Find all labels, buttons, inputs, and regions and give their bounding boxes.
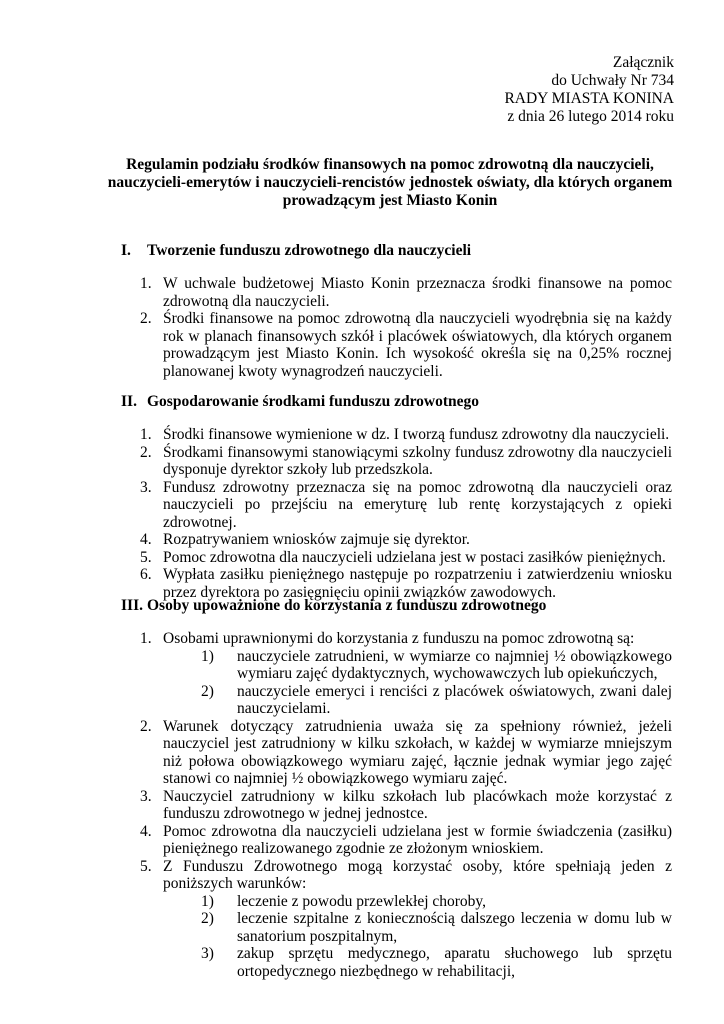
sub-list [163, 648, 672, 718]
section-title: Osoby upoważnione do korzystania z funduszu zdrowotnego [147, 597, 547, 614]
sub-item-number: 3) [201, 945, 214, 962]
sub-item-text: zakup sprzętu medycznego, aparatu słuchowego lub sprzętu ortopedycznego niezbędnego w rehabilitacji, [237, 945, 672, 980]
item-number: 3. [140, 787, 152, 805]
item-number: 1. [140, 630, 152, 647]
list-item [0, 566, 672, 601]
item-text: Nauczyciel zatrudniony w kilku szkołach lub placówkach może korzystać z funduszu zdrowotnego w jednej jednostce. [163, 787, 672, 822]
sub-list [163, 893, 672, 981]
item-number: 1. [140, 426, 152, 443]
sub-list-item [201, 648, 672, 683]
item-text: Wypłata zasiłku pieniężnego następuje po rozpatrzeniu i zatwierdzeniu wniosku przez dyrektora po zasięgnięciu opinii związków zawodowych. [163, 566, 672, 601]
item-number: 6. [140, 566, 152, 583]
section-heading-1 [121, 242, 471, 260]
section-number: I. [121, 242, 131, 259]
section-title: Tworzenie funduszu zdrowotnego dla nauczycieli [147, 242, 472, 259]
list-item [0, 310, 672, 380]
list-item [0, 426, 672, 444]
item-number: 4. [140, 531, 152, 548]
item-text: Środki finansowe na pomoc zdrowotną dla nauczycieli wyodrębnia się na każdy rok w planach finansowych szkół i placówek oświatowych, dla których organem prowadzącym jest Miasto Konin. Ich wysokość określa się na 0,25% rocznej planowanej kwoty wynagrodzeń nauczycieli. [163, 310, 672, 380]
sub-list-item [201, 945, 672, 980]
header-line-3: RADY MIASTA KONINA [504, 90, 674, 107]
sub-item-text: leczenie z powodu przewlekłej choroby, [237, 892, 487, 910]
section-title: Gospodarowanie środkami funduszu zdrowotnego [147, 393, 480, 410]
item-text: Osobami uprawnionymi do korzystania z funduszu na pomoc zdrowotną są: [163, 630, 635, 647]
list-item [0, 444, 672, 479]
section-heading-3 [121, 597, 546, 615]
list-item [0, 630, 672, 718]
item-number: 1. [140, 275, 152, 292]
item-text: Warunek dotyczący zatrudnienia uważa się za spełniony również, jeżeli nauczyciel jest zatrudniony w kilku szkołach, w każdej w wymiarze mniejszym niż połowa obowiązkowego wymiaru zajęć, łącznie jednak wymiar jego zajęć stanowi co najmniej ½ obowiązkowego wymiaru zajęć. [163, 717, 672, 787]
item-text: Środki finansowe wymienione w dz. I tworzą fundusz zdrowotny dla nauczycieli. [163, 426, 670, 443]
list-item [0, 823, 672, 858]
sub-item-number: 1) [201, 892, 214, 910]
sub-item-text: nauczyciele emeryci i renciści z placówek oświatowych, zwani dalej nauczycielami. [237, 682, 672, 717]
item-text: Z Funduszu Zdrowotnego mogą korzystać osoby, które spełniają jeden z poniższych warunków: [163, 857, 672, 892]
header-line-1: Załącznik [612, 54, 674, 71]
item-text: Rozpatrywaniem wniosków zajmuje się dyrektor. [163, 531, 470, 548]
item-number: 4. [140, 822, 152, 840]
list-item [0, 788, 672, 823]
sub-item-number: 1) [201, 647, 214, 665]
sub-item-text: nauczyciele zatrudnieni, w wymiarze co najmniej ½ obowiązkowego wymiaru zajęć dydaktycznych, wychowawczych lub opiekuńczych, [237, 647, 672, 682]
item-number: 2. [140, 717, 152, 735]
section-3-list [0, 630, 672, 980]
item-number: 3. [140, 478, 152, 496]
sub-item-number: 2) [201, 682, 214, 700]
section-heading-2 [121, 393, 479, 411]
item-number: 2. [140, 443, 152, 461]
list-item [0, 531, 672, 549]
item-text: W uchwale budżetowej Miasto Konin przeznacza środki finansowe na pomoc zdrowotną dla nauczycieli. [163, 275, 672, 310]
sub-item-text: leczenie szpitalne z koniecznością dalszego leczenia w domu lub w sanatorium poszpitalnym, [237, 910, 672, 945]
list-item [0, 858, 672, 981]
list-item [0, 549, 672, 567]
item-text: Fundusz zdrowotny przeznacza się na pomoc zdrowotną dla nauczycieli oraz nauczycieli po przejściu na emeryturę lub rentę korzystających z opieki zdrowotnej. [163, 478, 672, 531]
section-number: II. [121, 393, 137, 410]
item-text: Pomoc zdrowotna dla nauczycieli udzielana jest w postaci zasiłków pieniężnych. [163, 548, 666, 566]
document-title: Regulamin podziału środków finansowych na pomoc zdrowotną dla nauczycieli, nauczycieli-emerytów i nauczycieli-rencistów jednostek oświaty, dla których organem prowadzącym jest Miasto Konin [107, 156, 673, 209]
item-number: 2. [140, 310, 152, 327]
header-line-2: do Uchwały Nr 734 [551, 72, 674, 89]
list-item [0, 275, 672, 310]
sub-list-item [201, 683, 672, 718]
item-number: 5. [140, 548, 152, 566]
section-number: III. [121, 597, 143, 614]
list-item [0, 479, 672, 532]
list-item [0, 718, 672, 788]
attachment-header [504, 54, 674, 126]
item-number: 5. [140, 857, 152, 875]
sub-list-item [201, 893, 672, 911]
sub-list-item [201, 910, 672, 945]
item-text: Pomoc zdrowotna dla nauczycieli udzielana jest w formie świadczenia (zasiłku) pieniężnego realizowanego zgodnie ze złożonym wnioskiem. [163, 822, 672, 857]
section-1-list [0, 275, 672, 380]
section-2-list [0, 426, 672, 601]
header-line-4: z dnia 26 lutego 2014 roku [507, 108, 674, 125]
item-text: Środkami finansowymi stanowiącymi szkolny fundusz zdrowotny dla nauczycieli dysponuje dyrektor szkoły lub przedszkola. [163, 443, 672, 478]
sub-item-number: 2) [201, 910, 214, 927]
